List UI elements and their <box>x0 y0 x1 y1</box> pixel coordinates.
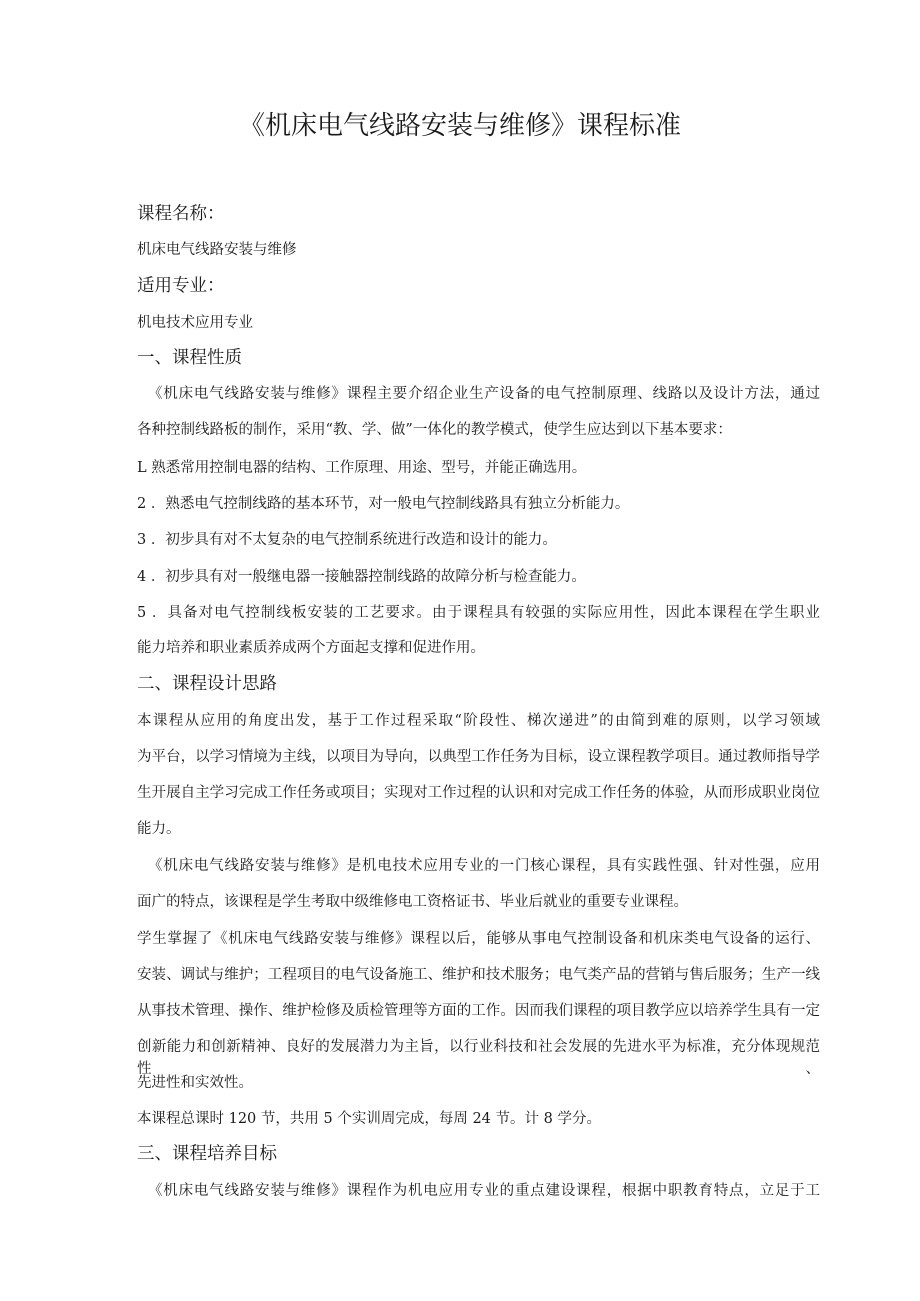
major-label: 适用专业： <box>137 276 225 296</box>
course-name-value: 机床电气线路安装与维修 <box>137 242 297 258</box>
paragraph-line: 本课程从应用的角度出发，基于工作过程采取“阶段性、梯次递进”的由简到难的原则，以学习领域 <box>137 713 820 729</box>
paragraph-line: 创新能力和创新精神、良好的发展潜力为主旨，以行业科技和社会发展的先进水平为标准，充分体现规范性、 <box>137 1039 820 1077</box>
paragraph-line: 面广的特点，该课程是学生考取中级维修电工资格证书、毕业后就业的重要专业课程。 <box>137 894 688 910</box>
requirement-item-3: 3 ．初步具有对不太复杂的电气控制系统进行改造和设计的能力。 <box>137 532 557 548</box>
major-value: 机电技术应用专业 <box>137 315 253 331</box>
course-name-label: 课程名称： <box>137 204 225 224</box>
requirement-item-1: L 熟悉常用控制电器的结构、工作原理、用途、型号，并能正确选用。 <box>137 460 587 476</box>
paragraph-line: 《机床电气线路安装与维修》课程主要介绍企业生产设备的电气控制原理、线路以及设计方法，通过 <box>148 386 820 402</box>
paragraph-line: 生开展自主学习完成工作任务或项目；实现对工作过程的认识和对完成工作任务的体验，从而形成职业岗位 <box>137 785 820 801</box>
paragraph-line: 《机床电气线路安装与维修》是机电技术应用专业的一门核心课程，具有实践性强、针对性强，应用 <box>148 858 820 874</box>
page-title: 《机床电气线路安装与维修》课程标准 <box>238 111 681 141</box>
requirement-item-5: 5 ．具备对电气控制线板安装的工艺要求。由于课程具有较强的实际应用性，因此本课程在学生职业 <box>137 605 820 621</box>
paragraph-line: 学生掌握了《机床电气线路安装与维修》课程以后，能够从事电气控制设备和机床类电气设备的运行、 <box>137 931 820 947</box>
section-heading-design: 二、课程设计思路 <box>137 674 277 694</box>
paragraph-line: 先进性和实效性。 <box>137 1075 253 1091</box>
requirement-item-2: 2 ．熟悉电气控制线路的基本环节，对一般电气控制线路具有独立分析能力。 <box>137 496 630 512</box>
paragraph-line: 能力。 <box>137 821 181 837</box>
paragraph-line: 安装、调试与维护；工程项目的电气设备施工、维护和技术服务；电气类产品的营销与售后服务；生产一线 <box>137 967 820 983</box>
requirement-item-4: 4 ．初步具有对一般继电器一接触器控制线路的故障分析与检查能力。 <box>137 569 586 585</box>
section-heading-goals: 三、课程培养目标 <box>137 1144 277 1164</box>
paragraph-line: 能力培养和职业素质养成两个方面起支撑和促进作用。 <box>137 640 485 656</box>
paragraph-line: 本课程总课时 120 节，共用 5 个实训周完成，每周 24 节。计 8 学分。 <box>137 1111 601 1127</box>
section-heading-nature: 一、课程性质 <box>137 348 242 368</box>
paragraph-line: 从事技术管理、操作、维护检修及质检管理等方面的工作。因而我们课程的项目教学应以培养学生具有一定 <box>137 1003 820 1019</box>
paragraph-line: 各种控制线路板的制作，采用“教、学、做”一体化的教学模式，使学生应达到以下基本要求： <box>137 422 732 438</box>
paragraph-line: 《机床电气线路安装与维修》课程作为机电应用专业的重点建设课程，根据中职教育特点，立足于工 <box>148 1183 820 1199</box>
paragraph-line: 为平台，以学习情境为主线，以项目为导向，以典型工作任务为目标，设立课程教学项目。通过教师指导学 <box>137 749 820 765</box>
